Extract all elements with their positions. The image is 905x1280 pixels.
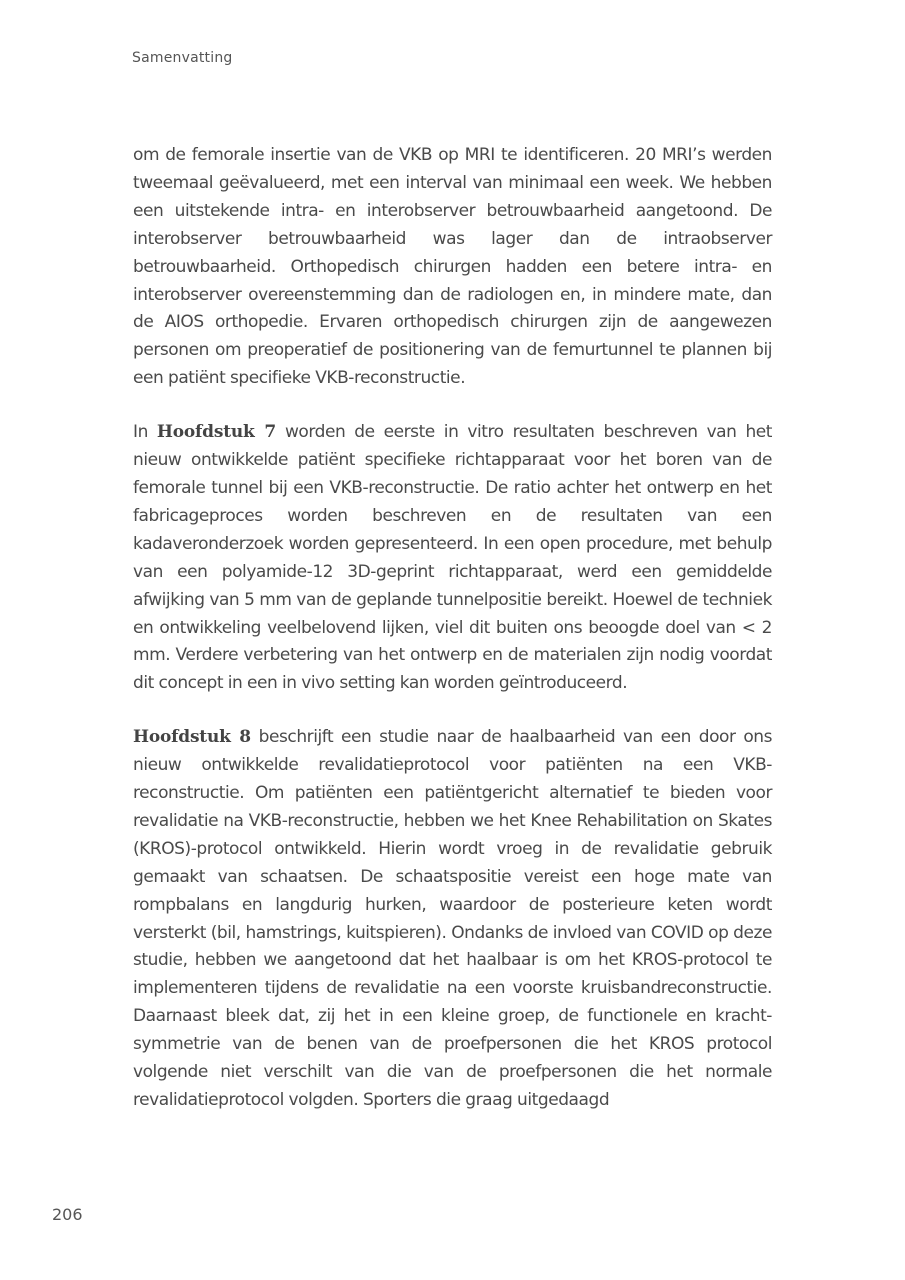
paragraph-text: om de femorale insertie van de VKB op MRI te identificeren. 20 MRI’s werden tweemaal geëvalueerd, met een interval van minimaal een week. We hebben een uitstekende intra- en interobserver betrouwbaarheid aangetoond. De interobserver betrouwbaarheid was lager dan de intraobserver betrouwbaarheid. Orthopedisch chirurgen hadden een betere intra- en interobserver overeenstemming dan de radiologen en, in mindere mate, dan de AIOS orthopedie. Ervaren orthopedisch chirurgen zijn de aangewezen personen om preoperatief de positionering van de femurtunnel te plannen bij een patiënt specifieke VKB-reconstructie. bbox=[133, 145, 772, 389]
paragraph-chapter-8 bbox=[133, 724, 772, 1115]
paragraph-chapter-7 bbox=[133, 419, 772, 698]
paragraph-text: beschrijft een studie naar de haalbaarheid van een door ons nieuw ontwikkelde revalidatieprotocol voor patiënten na een VKB-reconstructie. Om patiënten een patiëntgericht alternatief te bieden voor revalidatie na VKB-reconstructie, hebben we het Knee Rehabilitation on Skates (KROS)-protocol ontwikkeld. Hierin wordt vroeg in de revalidatie gebruik gemaakt van schaatsen. De schaatspositie vereist een hoge mate van rompbalans en langdurig hurken, waardoor de posterieure keten wordt versterkt (bil, hamstrings, kuitspieren). Ondanks de invloed van COVID op deze studie, hebben we aangetoond dat het haalbaar is om het KROS-protocol te implementeren tijdens de revalidatie na een voorste kruisbandreconstructie. Daarnaast bleek dat, zij het in een kleine groep, de functionele en kracht-symmetrie van de benen van de proefpersonen die het KROS protocol volgende niet verschilt van die van de proefpersonen die het normale revalidatieprotocol volgden. Sporters die graag uitgedaagd bbox=[133, 727, 773, 1110]
paragraph-mri-reliability bbox=[133, 142, 772, 393]
body-text bbox=[133, 142, 772, 1115]
page-number: 206 bbox=[52, 1205, 83, 1224]
paragraph-prefix: In bbox=[133, 422, 157, 443]
paragraph-text: worden de eerste in vitro resultaten beschreven van het nieuw ontwikkelde patiënt specifieke richtapparaat voor het boren van de femorale tunnel bij een VKB-reconstructie. De ratio achter het ontwerp en het fabricageproces worden beschreven en de resultaten van een kadaveronderzoek worden gepresenteerd. In een open procedure, met behulp van een polyamide-12 3D-geprint richtapparaat, werd een gemiddelde afwijking van 5 mm van de geplande tunnelpositie bereikt. Hoewel de techniek en ontwikkeling veelbelovend lijken, viel dit buiten ons beoogde doel van < 2 mm. Verdere verbetering van het ontwerp en de materialen zijn nodig voordat dit concept in een in vivo setting kan worden geïntroduceerd. bbox=[133, 422, 773, 694]
chapter-reference: Hoofdstuk 8 bbox=[133, 727, 251, 748]
chapter-reference: Hoofdstuk 7 bbox=[156, 422, 276, 443]
running-header: Samenvatting bbox=[132, 50, 233, 66]
